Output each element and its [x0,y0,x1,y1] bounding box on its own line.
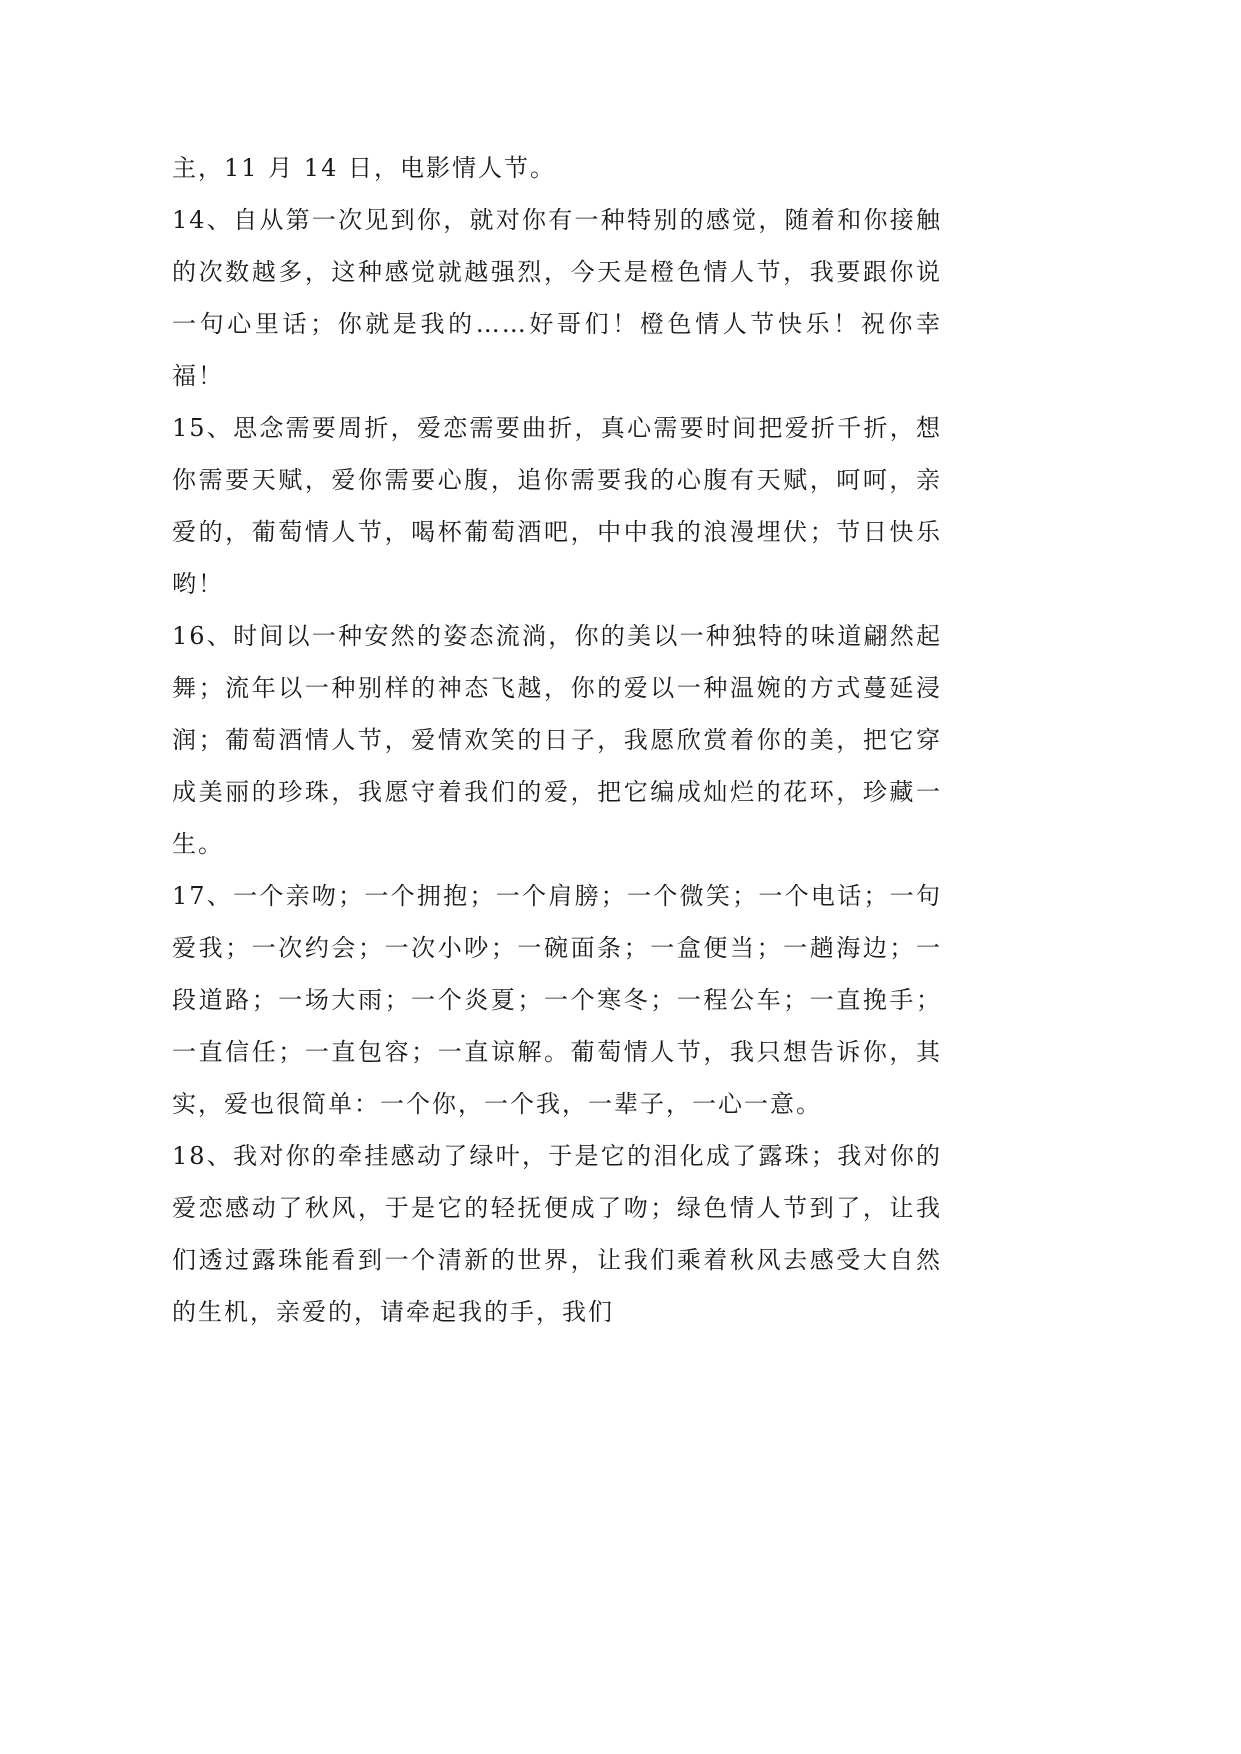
paragraph-17: 17、一个亲吻；一个拥抱；一个肩膀；一个微笑；一个电话；一句爱我；一次约会；一次小吵；一碗面条；一盒便当；一趟海边；一段道路；一场大雨；一个炎夏；一个寒冬；一程公车；一直挽手；一直信任；一直包容；一直谅解。葡萄情人节，我只想告诉你，其实，爱也很简单：一个你，一个我，一辈子，一心一意。 [172,882,942,1118]
paragraph-16: 16、时间以一种安然的姿态流淌，你的美以一种独特的味道翩然起舞；流年以一种别样的神态飞越，你的爱以一种温婉的方式蔓延浸润；葡萄酒情人节，爱情欢笑的日子，我愿欣赏着你的美，把它穿成美丽的珍珠，我愿守着我们的爱，把它编成灿烂的花环，珍藏一生。 [172,622,942,858]
document-body [172,142,942,1338]
paragraph-18: 18、我对你的牵挂感动了绿叶，于是它的泪化成了露珠；我对你的爱恋感动了秋风，于是它的轻抚便成了吻；绿色情人节到了，让我们透过露珠能看到一个清新的世界，让我们乘着秋风去感受大自然的生机，亲爱的，请牵起我的手，我们 [172,1142,942,1326]
paragraph-continuation: 主，11 月 14 日，电影情人节。 [172,154,556,182]
paragraph-14: 14、自从第一次见到你，就对你有一种特别的感觉，随着和你接触的次数越多，这种感觉就越强烈，今天是橙色情人节，我要跟你说一句心里话；你就是我的……好哥们！橙色情人节快乐！祝你幸福！ [172,206,942,390]
paragraph-15: 15、思念需要周折，爱恋需要曲折，真心需要时间把爱折千折，想你需要天赋，爱你需要心腹，追你需要我的心腹有天赋，呵呵，亲爱的，葡萄情人节，喝杯葡萄酒吧，中中我的浪漫埋伏；节日快乐哟！ [172,414,942,598]
